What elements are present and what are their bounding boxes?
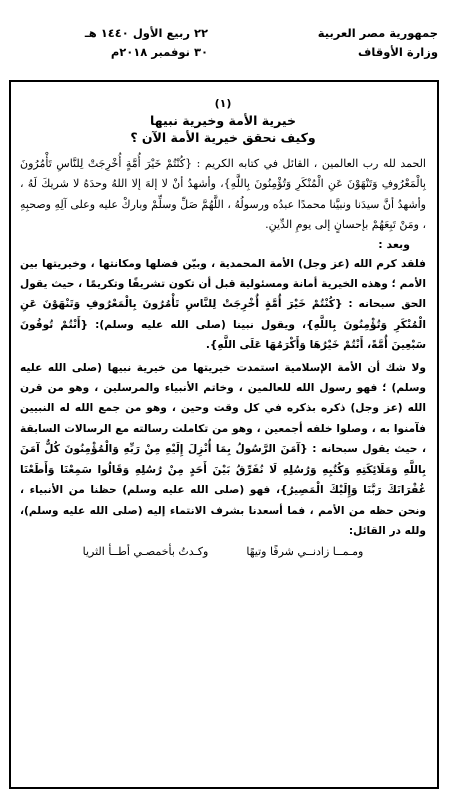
sermon-title-block <box>14 96 432 146</box>
sermon-title: خيرية الأمة وخيرية نبيها <box>150 113 296 128</box>
sermon-subtitle: وكيف نحقق خيرية الأمة الآن ؟ <box>130 130 316 145</box>
poem-verse <box>14 541 432 563</box>
header-date-hijri: ٢٢ ربيع الأول ١٤٤٠ هـ <box>84 26 208 40</box>
paragraph-2: ولا شك أن الأمة الإسلامية استمدت خيريتها من خيرية نبيها (صلى الله عليه وسلم) ؛ فهو رسول الله للعالمين ، وخاتم الأنبياء والمرسلين ، وهو من قرن الله (عز وجل) ذكره بذكره في كل وقت وحين ، وهو من جمع الله له النبيين فآمنوا به ، وصلوا خلفه أجمعين ، وهو من تكاملت رسالته مع الرسالات السابقة ، حيث يقول سبحانه : {آمَنَ الرَّسُولُ بِمَا أُنْزِلَ إِلَيْهِ مِنْ رَبِّهِ وَالْمُؤْمِنُونَ كُلٌّ آمَنَ بِاللَّهِ وَمَلَائِكَتِهِ وَكُتُبِهِ وَرُسُلِهِ لَا نُفَرِّقُ بَيْنَ أَحَدٍ مِنْ رُسُلِهِ وَقَالُوا سَمِعْنَا وَأَطَعْنَا غُفْرَانَكَ رَبَّنَا وَإِلَيْكَ الْمَصِيرُ}، فهو (صلى الله عليه وسلم) حظنا من الأنبياء ، ونحن حظه من الأمم ، فما أسعدنا بشرف الانتماء إليه (صلى الله عليه وسلم)، ولله در القائل: <box>20 361 426 537</box>
poem-second-hemistich: وكـدتُ بأخمصـي أطــأ الثريا <box>82 545 209 559</box>
sermon-body <box>14 92 432 786</box>
poem-first-hemistich: ومـمــا زادنــي شرفًا وتيهًا <box>246 545 364 559</box>
header-dates <box>38 24 208 62</box>
sermon-number: (١) <box>214 97 232 110</box>
header-date-gregorian: ٣٠ نوفمبر ٢٠١٨م <box>110 45 208 59</box>
header-ministry: وزارة الأوقاف <box>358 45 438 59</box>
intro-paragraph: الحمد لله رب العالمين ، القائل في كتابه الكريم : {كُنْتُمْ خَيْرَ أُمَّةٍ أُخْرِجَتْ لِلنَّاسِ تَأْمُرُونَ بِالْمَعْرُوفِ وَتَنْهَوْنَ عَنِ الْمُنْكَرِ وَتُؤْمِنُونَ بِاللَّهِ}، وأشهدُ أنْ لا إلهَ إلا اللهُ وحدَهُ لا شريكَ لَهُ ، وأشهدُ أنَّ سيدَنا ونبيَّنا محمدًا عبدُه ورسولُهُ ، اللَّهُمَّ صَلِّ وسلِّمْ وباركْ عليه وعلى آلِهِ وصحبِهِ ، ومَنْ تَبِعَهُمْ بإحسانٍ إلى يومِ الدِّينِ. <box>20 157 426 232</box>
wa-baad-label: وبعد : <box>378 237 410 251</box>
paragraph-1: فلقد كرم الله (عز وجل) الأمة المحمدية ، وبيّن فضلها ومكانتها ، وخيريتها بين الأمم ؛ وهذه الخيرية أمانة ومسئولية قبل أن تكون تشريفًا وتكريمًا ، حيث يقول الحق سبحانه : {كُنْتُمْ خَيْرَ أُمَّةٍ أُخْرِجَتْ لِلنَّاسِ تَأْمُرُونَ بِالْمَعْرُوفِ وَتَنْهَوْنَ عَنِ الْمُنْكَرِ وَتُؤْمِنُونَ بِاللَّهِ}، ويقول نبينا (صلى الله عليه وسلم): {أَنْتُمْ تُوفُونَ سَبْعِينَ أُمَّةً، أَنْتُمْ خَيْرُهَا وَأَكْرَمُهَا عَلَى اللَّهِ}. <box>20 257 426 352</box>
header-organization <box>238 24 438 62</box>
header-country: جمهورية مصر العربية <box>317 26 438 40</box>
